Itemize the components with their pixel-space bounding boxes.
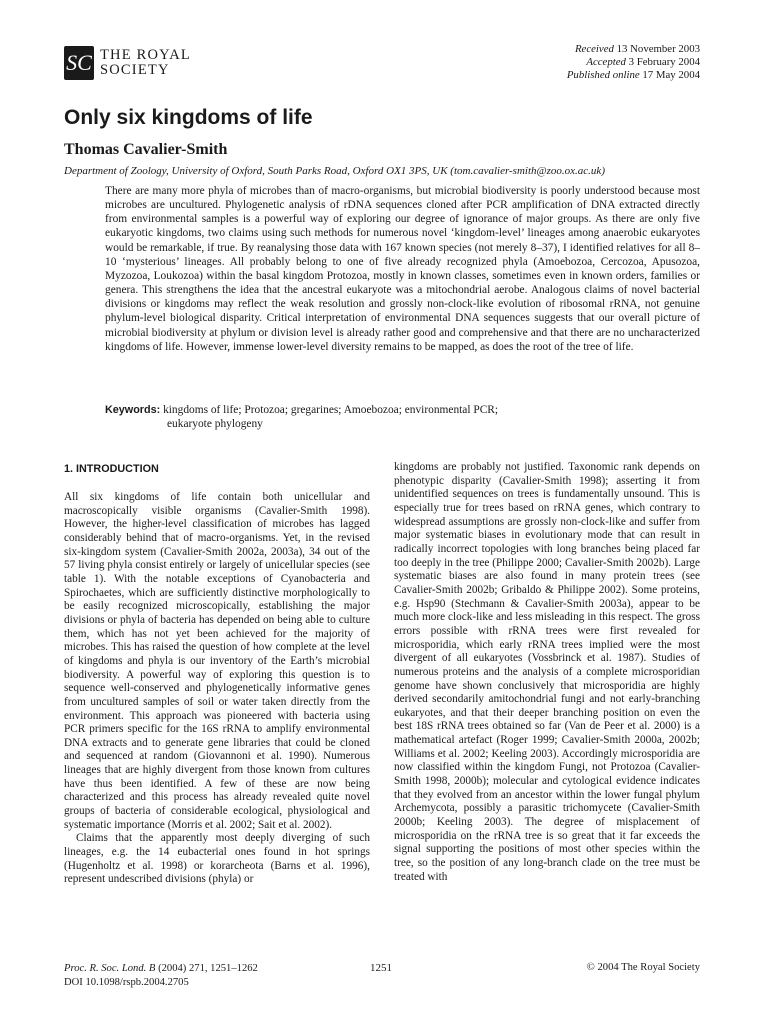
abstract: There are many more phyla of microbes than of macro-organisms, but microbial biodiversity is poorly understood because most microbes are uncultured. Phylogenetic analysis of rDNA sequences cloned after PCR amplification of DNA extracted directly from environmental samples is a powerful way of exploring our degree of ignorance of major groups. As there are only five eukaryotic kingdoms, two claims using such methods for numerous novel ‘kingdom-level’ lineages among anaerobic eukaryotes would be remarkable, if true. By reanalysing those data with 167 known species (not merely 8–37), I identified relatives for all 8–10 ‘mysterious’ lineages. All probably belong to one of five already recognized phyla (Amoebozoa, Cercozoa, Apusozoa, Myzozoa, Loukozoa) within the basal kingdom Protozoa, mostly in known classes, sometimes even in known orders, families or genera. This strengthens the idea that the ancestral eukaryote was a mitochondrial aerobe. Analogous claims of novel bacterial divisions or kingdoms may reflect the weak resolution and grossly non-clock-like evolution of ribosomal rRNA, not genuine phylum-level biological disparity. Critical interpretation of environmental DNA sequences suggests that our overall picture of microbial biodiversity at phylum or division level is already rather good and comprehensive and that there are no uncharacterized kingdoms of life. However, immense lower-level diversity remains to be mapped, as does the root of the tree of life.: [105, 185, 700, 353]
published-label: Published online: [566, 69, 640, 81]
accepted-date: 3 February 2004: [628, 56, 700, 68]
keywords-list: kingdoms of life; Protozoa; gregarines; Amoebozoa; environmental PCR;: [163, 404, 499, 416]
footer-doi: DOI 10.1098/rspb.2004.2705: [64, 977, 189, 988]
received-label: Received: [574, 43, 614, 55]
left-column: [64, 462, 370, 887]
publication-dates: [567, 43, 700, 82]
paper-title: Only six kingdoms of life: [64, 106, 313, 129]
publisher-name: [100, 48, 191, 78]
author-name: Thomas Cavalier-Smith: [64, 141, 228, 158]
section-heading-introduction: 1. INTRODUCTION: [64, 463, 159, 475]
footer-citation: [64, 962, 258, 990]
keywords-line2: eukaryote phylogeny: [167, 418, 263, 431]
keywords-label: Keywords:: [105, 404, 161, 416]
received-date-line: [567, 43, 700, 56]
body-paragraph: kingdoms are probably not justified. Taxonomic rank depends on phenotypic disparity (Cavalier-Smith 1998); asserting it from unidentified sequences on trees is fundamentally unsound. This is especially true for trees based on rRNA genes, which contrary to widespread assumptions are grossly non-clock-like and suffer from major systematic biases in evolutionary mode that can result in radically incorrect topologies with long branches being placed far too deeply in the tree (Philippe 2000; Cavalier-Smith 2002b). Large systematic biases are also found in many protein trees (see Cavalier-Smith 2002b; Gribaldo & Philippe 2002). Some proteins, e.g. Hsp90 (Stechmann & Cavalier-Smith 2003a), appear to be much more clock-like and less misleading in this respect. The gross errors possible with rRNA trees were first revealed for microsporidia, which early rRNA trees implied were the most divergent of all eukaryotes (Vossbrinck et al. 1987). Studies of numerous proteins and the analysis of a complete microsporidian genome have shown conclusively that microsporidia are highly derived secondarily amitochondrial fungi and not early-branching eukaryotes, and that their deeper branching position on even the best 18S rRNA trees obtained so far (Van de Peer et al. 2000) is a mathematical artefact (Roger 1999; Cavalier-Smith 2000a, 2002b; Williams et al. 2002; Keeling 2003). Accordingly microsporidia are now classified within the kingdom Fungi, not Protozoa (Cavalier-Smith 1998, 2000b); molecular and cytological evidence indicates that they evolved from an ancestor within the lower fungal phylum Archemycota, possibly a parasitic trichomycete (Cavalier-Smith 2000b; Keeling 2003). The degree of misplacement of microsporidia on the rRNA tree is so great that it far exceeds the signal supporting the positions of most other species within the tree, so the position of any long-branch clade on the tree must be treated with: [394, 461, 700, 883]
journal-volume: (2004) 271, 1251–1262: [158, 963, 258, 974]
body-paragraph: All six kingdoms of life contain both unicellular and macroscopically visible organisms (Cavalier-Smith 1998). However, the higher-level classification of microbes has lagged considerably behind that of macro-organisms. Yet, in the revised six-kingdom system (Cavalier-Smith 2002a, 2003a), 34 out of the 57 living phyla consist entirely or largely of unicellular species (see table 1). With the notable exceptions of Cyanobacteria and Spirochaetes, which are sufficiently distinctive morphologically to be easily recognized microscopically, establishing the major divisions or phyla of bacteria has depended on being able to culture them, which has not yet been achieved for the majority of microbes. This has raised the question of how complete at the level of kingdoms and phyla is our inventory of the Earth’s microbial biodiversity. A powerful way of exploring this question is to sequence well-conserved and phylogenetically informative genes from uncultured samples of soil or water taken directly from the environment. This approach was pioneered with bacteria using PCR primers specific for the 16S rRNA to amplify environmental DNA extracts and to generate gene libraries that could be cloned and sequenced at random (Giovannoni et al. 1990). Numerous lineages that are highly divergent from those known from cultures have thus been identified. A few of these are now being characterized and this process has already revealed quite novel groups of bacteria of considerable ecological, physiological and systematic importance (Morris et al. 2002; Sait et al. 2002).: [64, 491, 370, 831]
published-date: 17 May 2004: [642, 69, 700, 81]
footer-journal-line: [64, 962, 258, 976]
royal-society-emblem-icon: SC: [64, 46, 94, 80]
keywords: [105, 403, 700, 431]
published-date-line: [567, 69, 700, 82]
body-paragraph: Claims that the apparently most deeply diverging of such lineages, e.g. the 14 eubacterial ones found in hot springs (Hugenholtz et al. 1998) or korarcheota (Barns et al. 1996), represent undescribed divisions (phyla) or: [64, 832, 370, 886]
right-column: [394, 461, 700, 884]
keywords-line1: [105, 403, 700, 417]
accepted-date-line: [567, 56, 700, 69]
received-date: 13 November 2003: [616, 43, 700, 55]
royal-society-logo: [64, 46, 191, 80]
journal-name: Proc. R. Soc. Lond. B: [64, 963, 156, 974]
publisher-name-line1: THE ROYAL: [100, 47, 191, 63]
author-affiliation: Department of Zoology, University of Oxford, South Parks Road, Oxford OX1 3PS, UK (tom.cavalier-smith@zoo.ox.ac.uk): [64, 165, 605, 177]
page-number: 1251: [370, 962, 392, 974]
accepted-label: Accepted: [586, 56, 626, 68]
publisher-name-line2: SOCIETY: [100, 62, 170, 78]
copyright-notice: © 2004 The Royal Society: [586, 962, 700, 973]
